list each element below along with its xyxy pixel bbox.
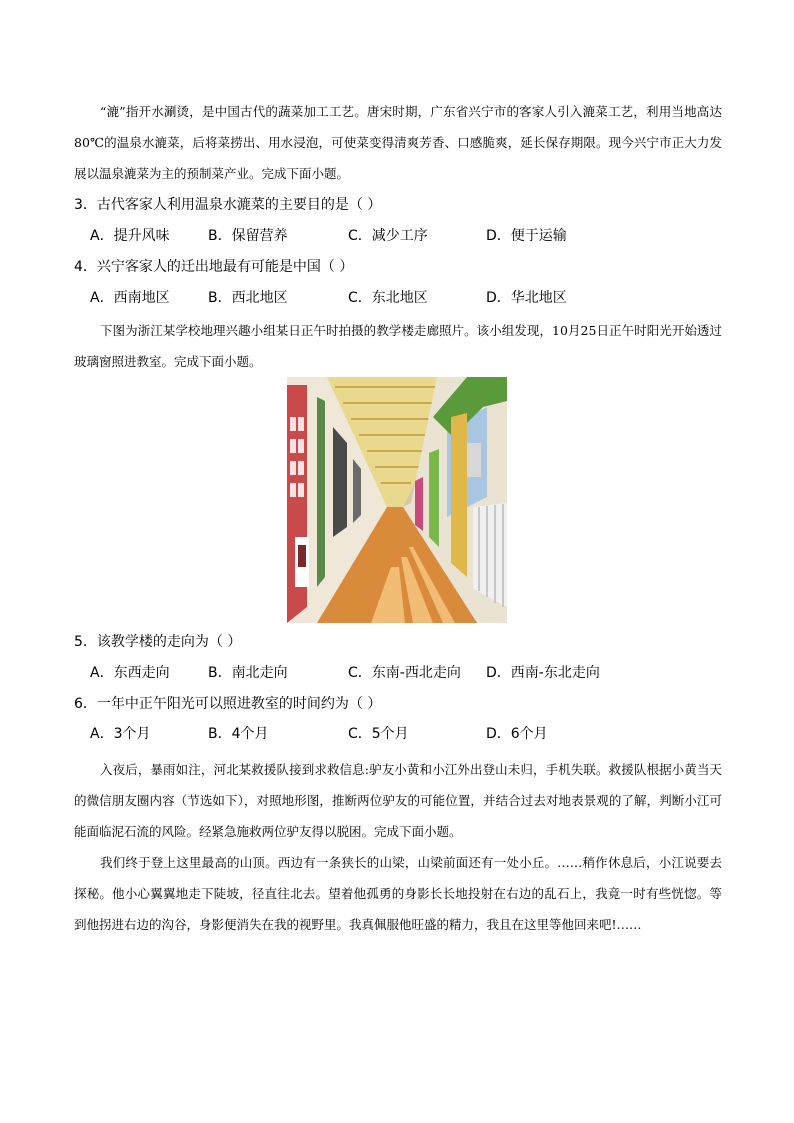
question-3-option-c[interactable]: C．减少工序 bbox=[348, 228, 428, 244]
question-6-option-b[interactable]: B．4个月 bbox=[208, 726, 269, 742]
question-4-option-c[interactable]: C．东北地区 bbox=[348, 290, 428, 306]
corridor-photo-illustration bbox=[287, 377, 507, 623]
question-3-option-a[interactable]: A．提升风味 bbox=[90, 228, 170, 244]
intro-paragraph-wechat-excerpt: 我们终于登上这里最高的山顶。西边有一条狭长的山梁，山梁前面还有一处小丘。……稍作休息后，小江说要去探秘。他小心翼翼地走下陡坡，径直往北去。望着他孤勇的身影长长地投射在右边的乱石上，我竟一时有些恍惚。等到他拐进右边的沟谷，身影便消失在我的视野里。我真佩服他旺盛的精力，我且在这里等他回来吧!…… bbox=[74, 855, 722, 932]
question-6-stem: 6．一年中正午阳光可以照进教室的时间约为（ ） bbox=[74, 696, 382, 712]
question-6-option-c[interactable]: C．5个月 bbox=[348, 726, 409, 742]
question-5-option-b[interactable]: B．南北走向 bbox=[208, 665, 288, 681]
intro-paragraph-rescue: 入夜后，暴雨如注，河北某救援队接到求救信息:驴友小黄和小江外出登山未归，手机失联。救援队根据小黄当天的微信朋友圈内容（节选如下），对照地形图，推断两位驴友的可能位置，并结合过去对地表景观的了解，判断小江可能面临泥石流的风险。经紧急施救两位驴友得以脱困。完成下面小题。 bbox=[74, 762, 722, 839]
question-4-option-a[interactable]: A．西南地区 bbox=[90, 290, 170, 306]
question-4-stem: 4．兴宁客家人的迁出地最有可能是中国（ ） bbox=[74, 259, 354, 275]
intro-paragraph-pickled-vegetables: “漉”指开水涮烫，是中国古代的蔬菜加工工艺。唐宋时期，广东省兴宁市的客家人引入漉菜工艺，利用当地高达80℃的温泉水漉菜，后将菜捞出、用水浸泡，可使菜变得清爽芳香、口感脆爽，延长保存期限。现今兴宁市正大力发展以温泉漉菜为主的预制菜产业。完成下面小题。 bbox=[74, 104, 722, 181]
question-5-option-c[interactable]: C．东南-西北走向 bbox=[348, 665, 461, 681]
corridor-photo bbox=[287, 377, 507, 623]
question-6-options bbox=[90, 724, 710, 744]
question-4-option-d[interactable]: D．华北地区 bbox=[486, 290, 567, 306]
question-5-options bbox=[90, 663, 710, 683]
question-3-stem: 3．古代客家人利用温泉水漉菜的主要目的是（ ） bbox=[74, 197, 382, 213]
intro-paragraph-corridor-photo: 下图为浙江某学校地理兴趣小组某日正午时拍摄的教学楼走廊照片。该小组发现，10月25日正午时阳光开始透过玻璃窗照进教室。完成下面小题。 bbox=[74, 323, 722, 369]
question-4-option-b[interactable]: B．西北地区 bbox=[208, 290, 288, 306]
question-5-option-a[interactable]: A．东西走向 bbox=[90, 665, 170, 681]
question-6-option-d[interactable]: D．6个月 bbox=[486, 726, 548, 742]
question-5-stem: 5．该教学楼的走向为（ ） bbox=[74, 634, 242, 650]
question-6-option-a[interactable]: A．3个月 bbox=[90, 726, 151, 742]
question-3-options bbox=[90, 226, 710, 246]
question-3-option-d[interactable]: D．便于运输 bbox=[486, 228, 567, 244]
question-4-options bbox=[90, 288, 710, 308]
question-3-option-b[interactable]: B．保留营养 bbox=[208, 228, 288, 244]
question-5-option-d[interactable]: D．西南-东北走向 bbox=[486, 665, 600, 681]
